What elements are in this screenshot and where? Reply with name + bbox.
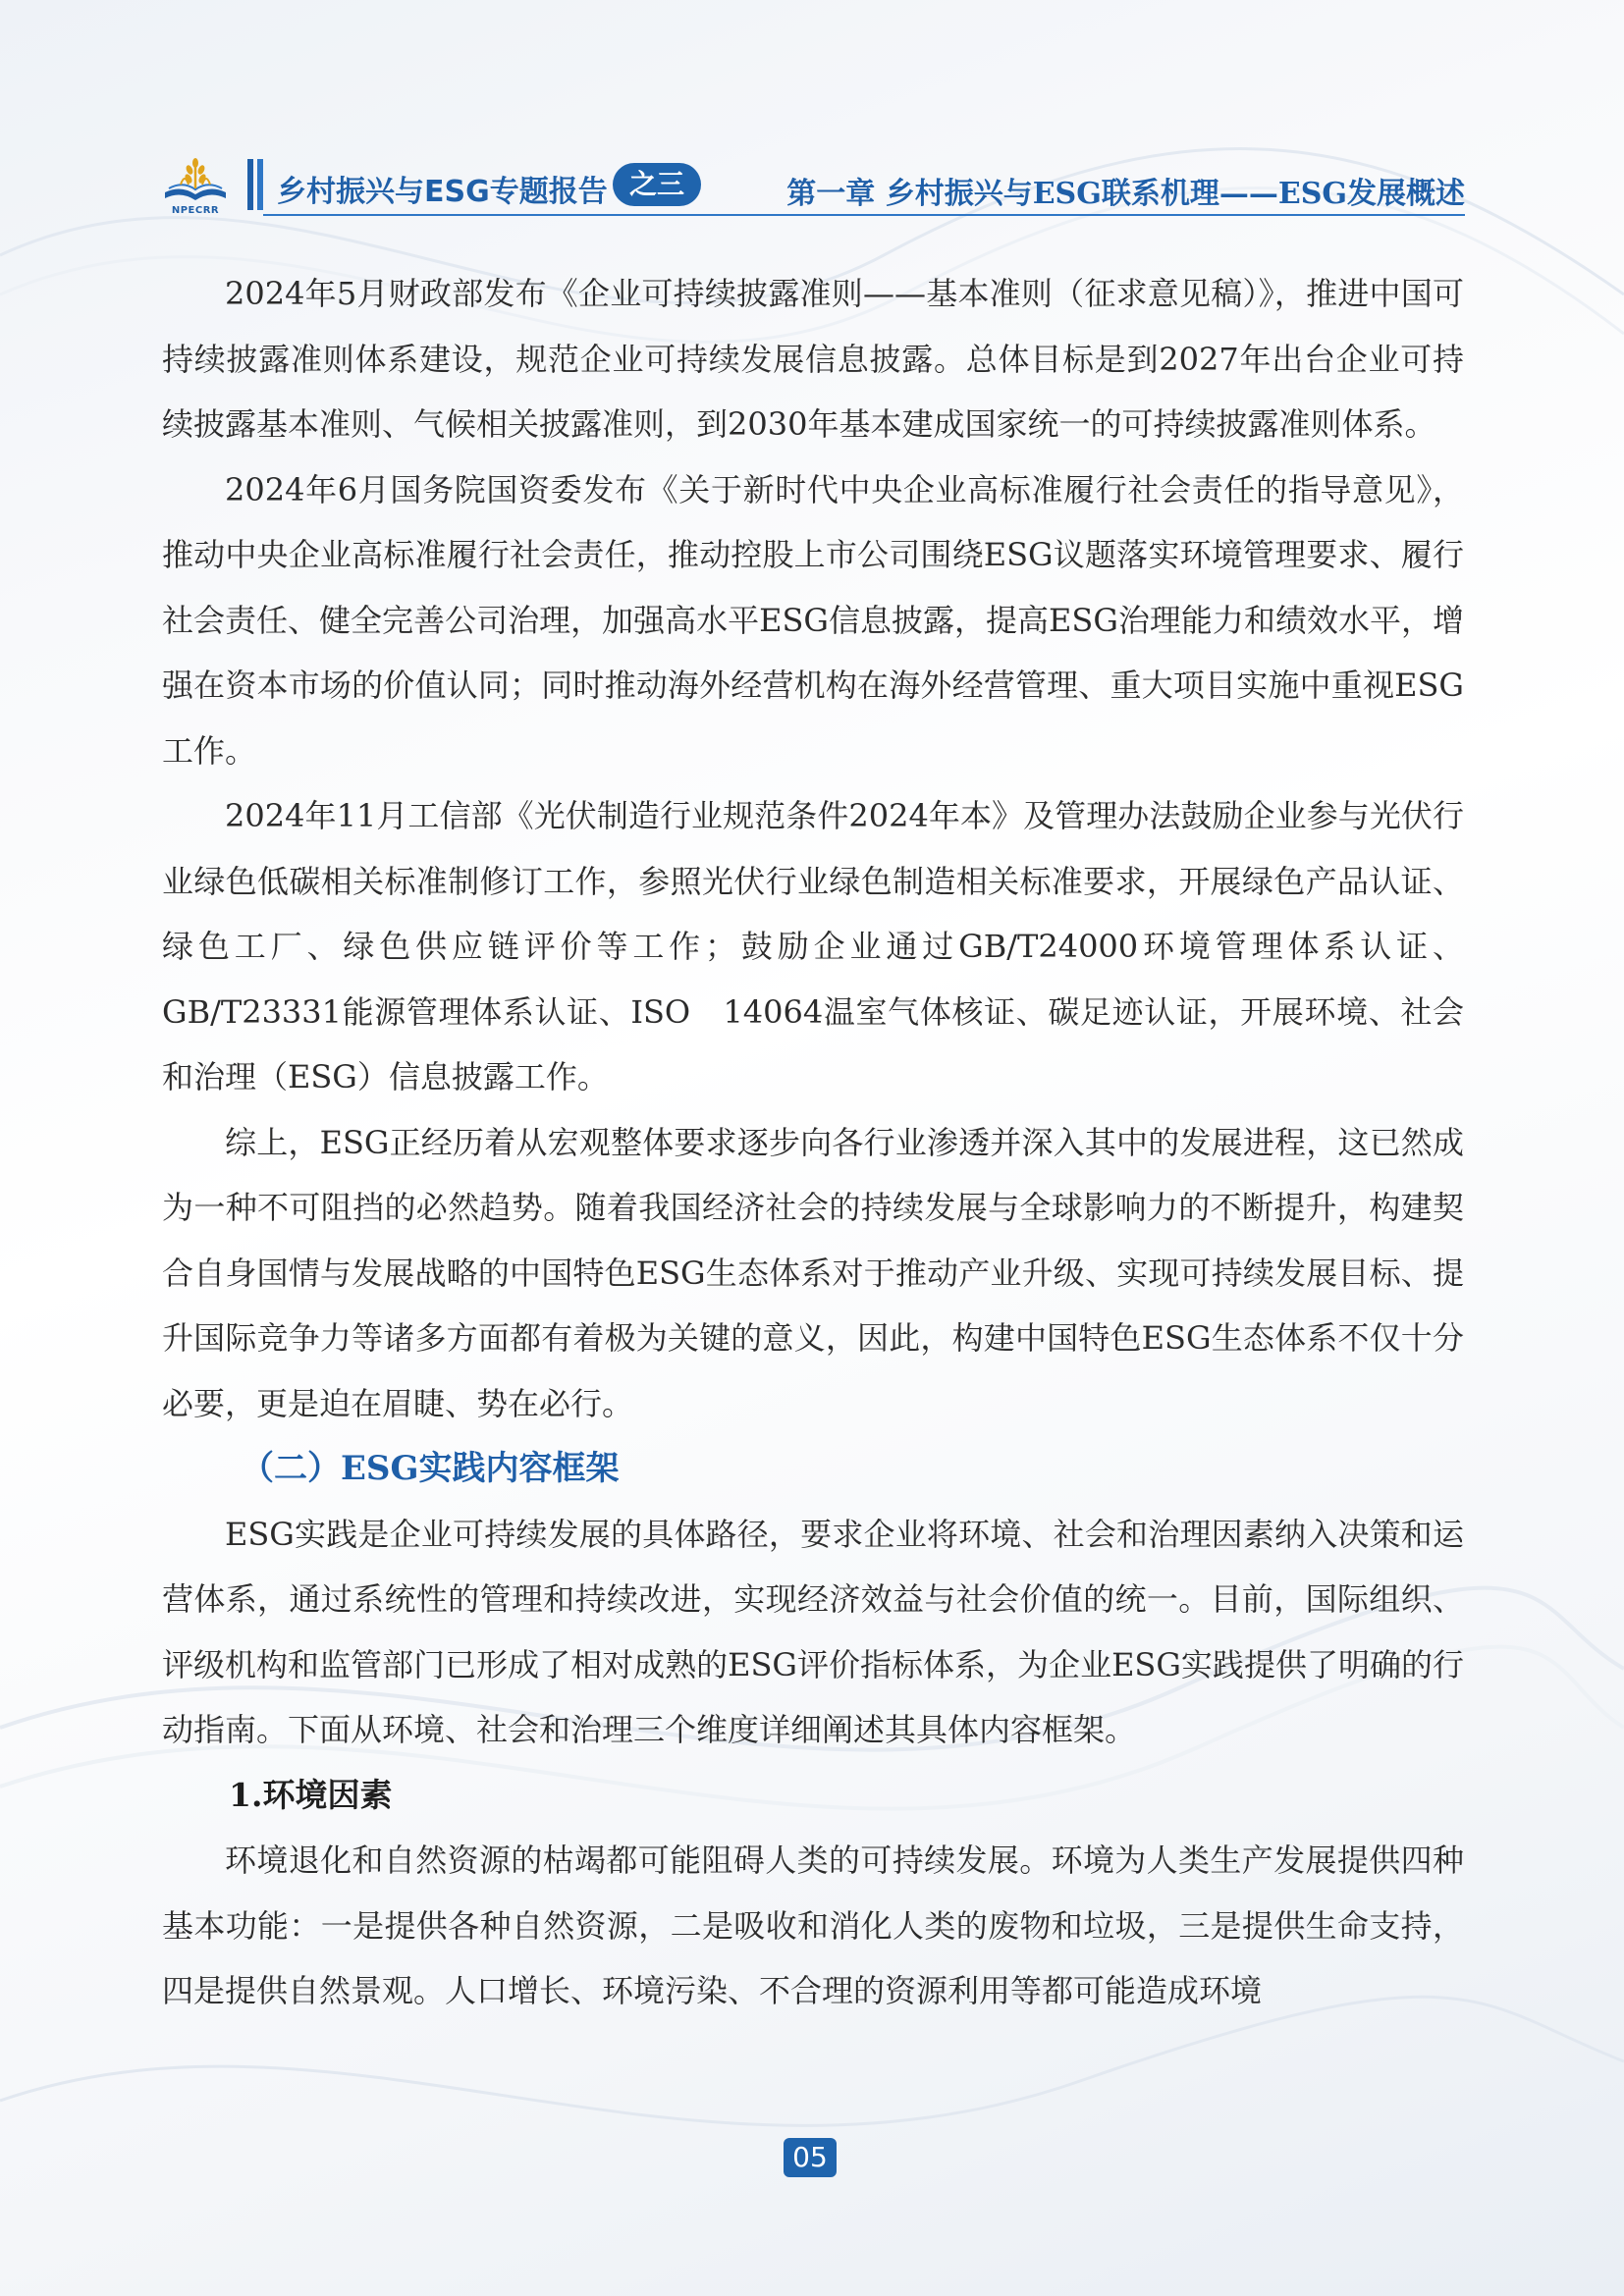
npecrr-logo (159, 155, 232, 216)
series-part-badge: 之三 (613, 163, 701, 206)
series-title: 乡村振兴与ESG专题报告 (277, 175, 608, 209)
section-heading: （二）ESG实践内容框架 (241, 1449, 620, 1488)
header-divider (263, 214, 1465, 216)
chapter-title: 第一章 乡村振兴与ESG联系机理——ESG发展概述 (786, 177, 1465, 211)
paragraph: 环境退化和自然资源的枯竭都可能阻碍人类的可持续发展。环境为人类生产发展提供四种基本功能：一是提供各种自然资源，二是吸收和消化人类的废物和垃圾，三是提供生命支持，四是提供自然景观。人口增长、环境污染、不合理的资源利用等都可能造成环境 (162, 1842, 1464, 2009)
paragraph: ESG实践是企业可持续发展的具体路径，要求企业将环境、社会和治理因素纳入决策和运营体系，通过系统性的管理和持续改进，实现经济效益与社会价值的统一。目前，国际组织、评级机构和监管部门已形成了相对成熟的ESG评价指标体系，为企业ESG实践提供了明确的行动指南。下面从环境、社会和治理三个维度详细阐述其具体内容框架。 (162, 1515, 1464, 1748)
wheat-book-logo-icon (159, 155, 232, 204)
page-content (162, 261, 1464, 2024)
paragraph: 2024年6月国务院国资委发布《关于新时代中央企业高标准履行社会责任的指导意见》，推动中央企业高标准履行社会责任，推动控股上市公司围绕ESG议题落实环境管理要求、履行社会责任、健全完善公司治理，加强高水平ESG信息披露，提高ESG治理能力和绩效水平，增强在资本市场的价值认同；同时推动海外经营机构在海外经营管理、重大项目实施中重视ESG工作。 (162, 470, 1464, 770)
paragraph: 综上，ESG正经历着从宏观整体要求逐步向各行业渗透并深入其中的发展进程，这已然成为一种不可阻挡的必然趋势。随着我国经济社会的持续发展与全球影响力的不断提升，构建契合自身国情与发展战略的中国特色ESG生态体系对于推动产业升级、实现可持续发展目标、提升国际竞争力等诸多方面都有着极为关键的意义，因此，构建中国特色ESG生态体系不仅十分必要，更是迫在眉睫、势在必行。 (162, 1123, 1464, 1422)
paragraph: 2024年5月财政部发布《企业可持续披露准则——基本准则（征求意见稿）》，推进中国可持续披露准则体系建设，规范企业可持续发展信息披露。总体目标是到2027年出台企业可持续披露基本准则、气候相关披露准则，到2030年基本建成国家统一的可持续披露准则体系。 (162, 275, 1464, 443)
page-header (159, 155, 1465, 216)
paragraph: 2024年11月工信部《光伏制造行业规范条件2024年本》及管理办法鼓励企业参与光伏行业绿色低碳相关标准制修订工作，参照光伏行业绿色制造相关标准要求，开展绿色产品认证、绿色工厂、绿色供应链评价等工作；鼓励企业通过GB/T24000环境管理体系认证、GB/T23331能源管理体系认证、ISO 14064温室气体核证、碳足迹认证，开展环境、社会和治理（ESG）信息披露工作。 (162, 797, 1464, 1095)
sub-heading: 1.环境因素 (229, 1775, 393, 1814)
page-number: 05 (784, 2138, 837, 2177)
logo-text: NPECRR (171, 205, 220, 216)
header-accent-bars (247, 159, 263, 210)
